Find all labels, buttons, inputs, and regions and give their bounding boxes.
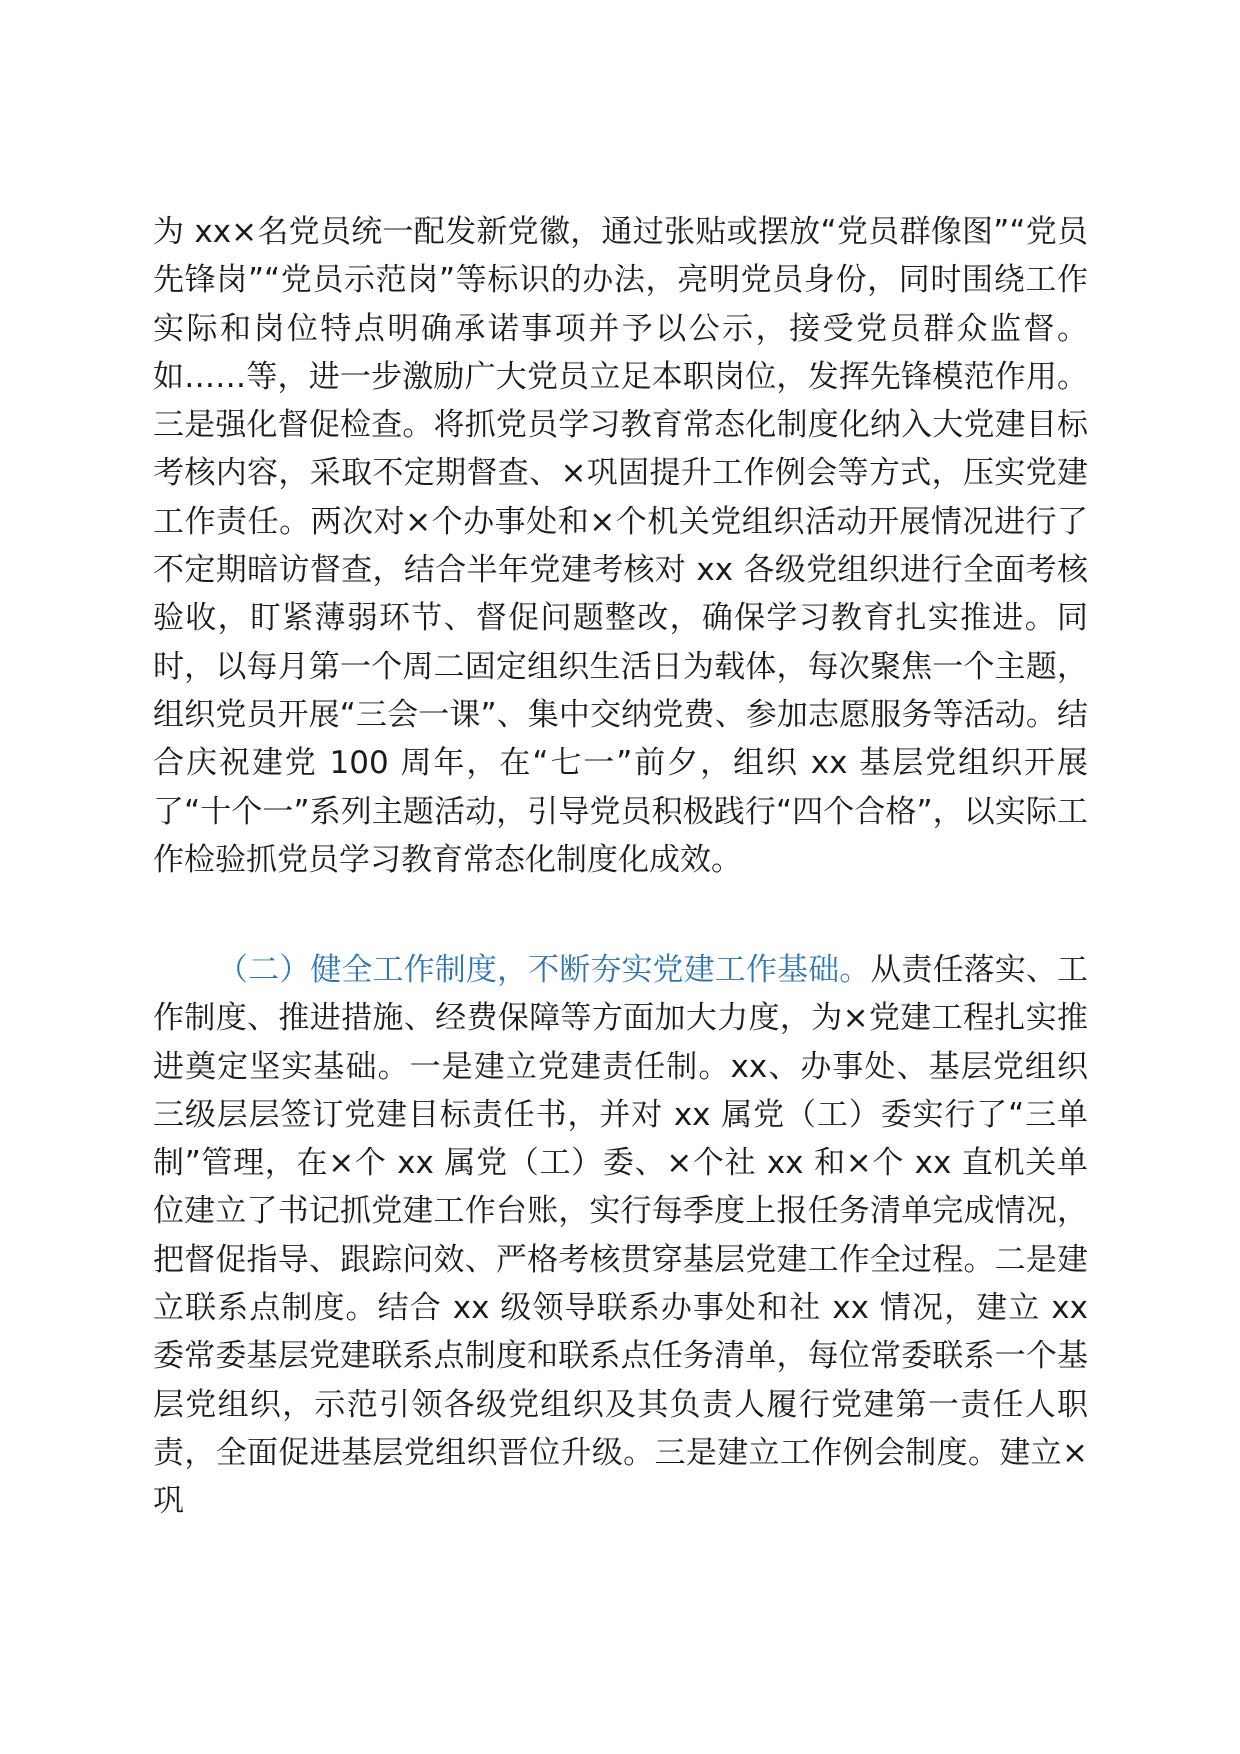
- section-body-2: 从责任落实、工作制度、推进措施、经费保障等方面加大力度，为×党建工程扎实推进奠定坚实基础。一是建立党建责任制。xx、办事处、基层党组织三级层层签订党建目标责任书，并对 xx 属党（工）委实行了“三单制”管理，在×个 xx 属党（工）委、×个社 xx 和×个 xx 直机关单位建立了书记抓党建工作台账，实行每季度上报任务清单完成情况，把督促指导、跟踪问效、严格考核贯穿基层党建工作全过程。二是建立联系点制度。结合 xx 级领导联系办事处和社 xx 情况，建立 xx 委常委基层党建联系点制度和联系点任务清单，每位常委联系一个基层党组织，示范引领各级党组织及其负责人履行党建第一责任人职责，全面促进基层党组织晋位升级。三是建立工作例会制度。建立×巩: [153, 952, 1089, 1520]
- body-paragraph-2: [153, 946, 1088, 1526]
- body-paragraph-1: 为 xx×名党员统一配发新党徽，通过张贴或摆放“党员群像图”“党员先锋岗”“党员示范岗”等标识的办法，亮明党员身份，同时围绕工作实际和岗位特点明确承诺事项并予以公示，接受党员群众监督。如……等，进一步激励广大党员立足本职岗位，发挥先锋模范作用。三是强化督促检查。将抓党员学习教育常态化制度化纳入大党建目标考核内容，采取不定期督查、×巩固提升工作例会等方式，压实党建工作责任。两次对×个办事处和×个机关党组织活动开展情况进行了不定期暗访督查，结合半年党建考核对 xx 各级党组织进行全面考核验收，盯紧薄弱环节、督促问题整改，确保学习教育扎实推进。同时，以每月第一个周二固定组织生活日为载体，每次聚焦一个主题，组织党员开展“三会一课”、集中交纳党费、参加志愿服务等活动。结合庆祝建党 100 周年，在“七一”前夕，组织 xx 基层党组织开展了“十个一”系列主题活动，引导党员积极践行“四个合格”，以实际工作检验抓党员学习教育常态化制度化成效。: [153, 214, 1088, 878]
- section-heading-2: （二）健全工作制度，不断夯实党建工作基础。: [217, 952, 871, 988]
